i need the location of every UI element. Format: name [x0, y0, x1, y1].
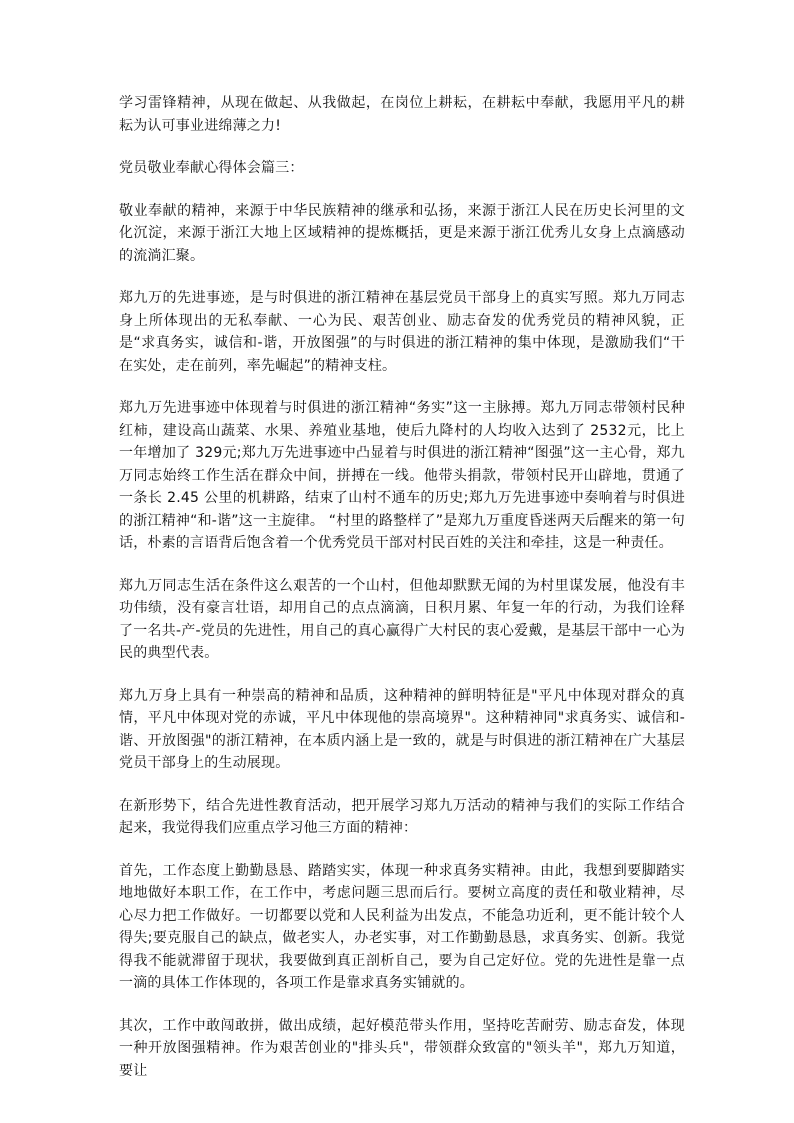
paragraph: 首先，工作态度上勤勤恳恳、踏踏实实，体现一种求真务实精神。由此，我想到要脚踏实地地做好本职工作，在工作中，考虑问题三思而后行。要树立高度的责任和敬业精神，尽心尽力把工作做好。一切都要以党和人民利益为出发点，不能急功近利，更不能计较个人得失;要克服自己的缺点，做老实人，办老实事，对工作勤勤恳恳，求真务实、创新。我觉得我不能就滞留于现状，我要做到真正剖析自己，要为自己定好位。党的先进性是靠一点一滴的具体工作体现的，各项工作是靠求真务实铺就的。: [119, 862, 685, 991]
section-heading: 党员敬业奉献心得体会篇三：: [119, 160, 304, 176]
paragraph-intro: 学习雷锋精神，从现在做起、从我做起，在岗位上耕耘，在耕耘中奉献，我愿用平凡的耕耘为认可事业进绵薄之力!: [119, 95, 685, 134]
paragraph: 敬业奉献的精神，来源于中华民族精神的继承和弘扬，来源于浙江人民在历史长河里的文化沉淀，来源于浙江大地上区域精神的提炼概括，更是来源于浙江优秀儿女身上点滴感动的流淌汇聚。: [119, 202, 685, 264]
document-page: [119, 92, 685, 1102]
paragraph: 郑九万同志生活在条件这么艰苦的一个山村，但他却默默无闻的为村里谋发展，他没有丰功伟绩，没有豪言壮语，却用自己的点点滴滴，日积月累、年复一年的行动，为我们诠释了一名共-产-党员的先进性，用自己的真心赢得广大村民的衷心爱戴，是基层干部中一心为民的典型代表。: [119, 577, 685, 661]
paragraph: 在新形势下，结合先进性教育活动，把开展学习郑九万活动的精神与我们的实际工作结合起来，我觉得我们应重点学习他三方面的精神：: [119, 797, 685, 836]
paragraph: 郑九万身上具有一种崇高的精神和品质，这种精神的鲜明特征是"平凡中体现对群众的真情，平凡中体现对党的赤诚，平凡中体现他的崇高境界"。这种精神同"求真务实、诚信和-谐、开放图强"的浙江精神，在本质内涵上是一致的，就是与时俱进的浙江精神在广大基层党员干部身上的生动展现。: [119, 687, 685, 771]
paragraph: 郑九万先进事迹中体现着与时俱进的浙江精神“务实”这一主脉搏。郑九万同志带领村民种红柿，建设高山蔬菜、水果、养殖业基地，使后九降村的人均收入达到了 2532元，比上一年增加了 329元;郑九万先进事迹中凸显着与时俱进的浙江精神“图强”这一主心骨，郑九万同志始终工作生活在群众中间，拼搏在一线。他带头捐款，带领村民开山辟地，贯通了一条长 2.45 公里的机耕路，结束了山村不通车的历史;郑九万先进事迹中奏响着与时俱进的浙江精神“和-谐”这一主旋律。 “村里的路整样了”是郑九万重度昏迷两天后醒来的第一句话，朴素的言语背后饱含着一个优秀党员干部对村民百姓的关注和牵挂，这是一种责任。: [119, 400, 685, 551]
paragraph: 其次，工作中敢闯敢拼，做出成绩，起好模范带头作用，坚持吃苦耐劳、励志奋发，体现一种开放图强精神。作为艰苦创业的"排头兵"，带领群众致富的"领头羊"，郑九万知道，要让: [119, 1017, 685, 1079]
paragraph: 郑九万的先进事迹，是与时俱进的浙江精神在基层党员干部身上的真实写照。郑九万同志身上所体现出的无私奉献、一心为民、艰苦创业、励志奋发的优秀党员的精神风貌，正是“求真务实，诚信和-谐，开放图强”的与时俱进的浙江精神的集中体现，是激励我们“干在实处，走在前列，率先崛起”的精神支柱。: [119, 290, 685, 374]
